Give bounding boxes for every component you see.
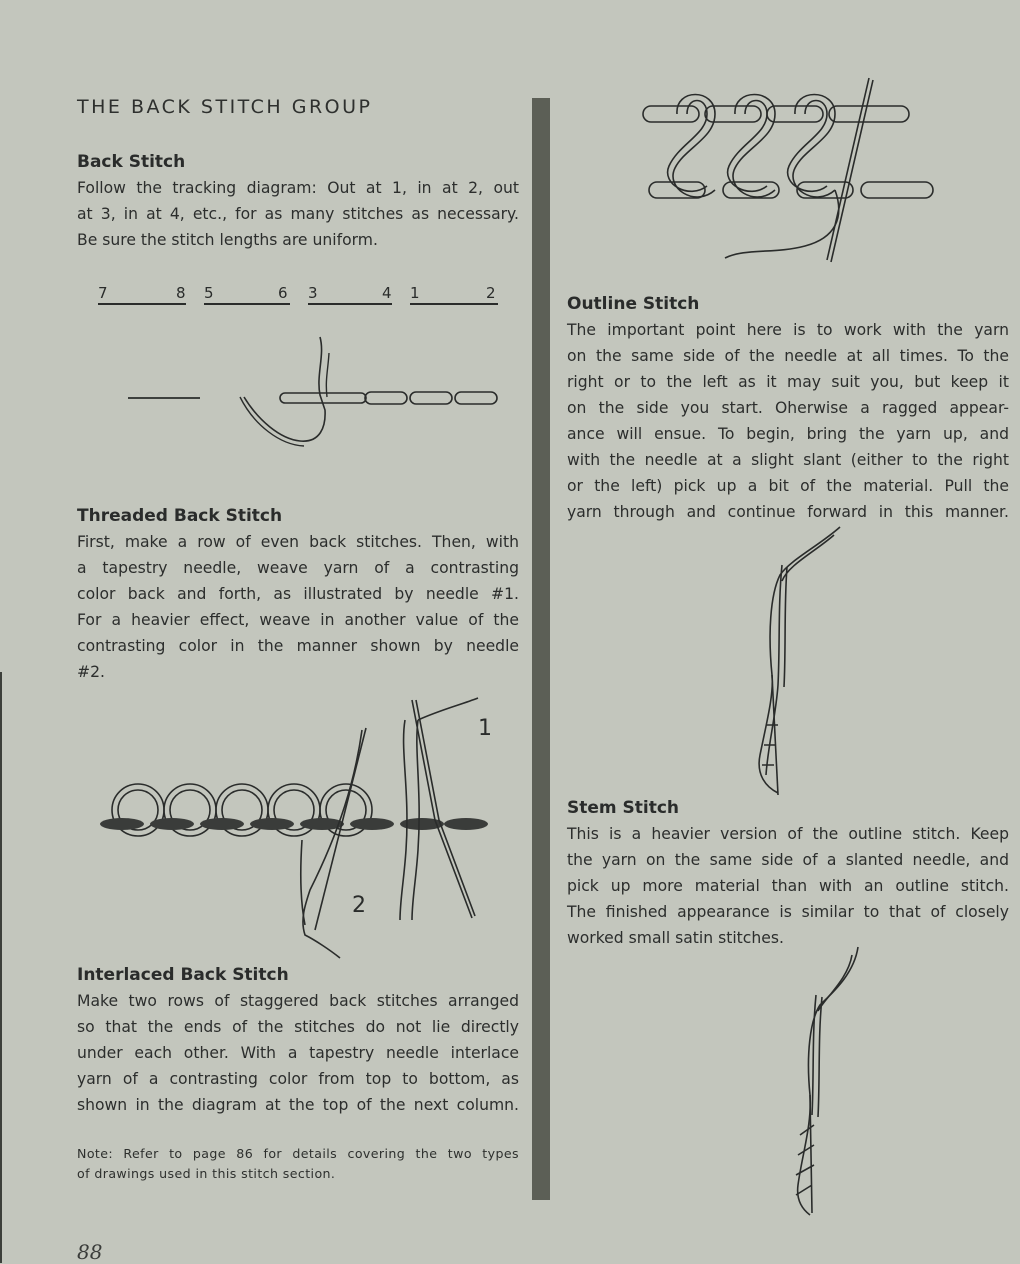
interlaced-back-stitch-text	[77, 988, 519, 1118]
text-line: Be sure the stitch lengths are uniform.	[77, 231, 378, 249]
threaded-back-stitch-heading: Threaded Back Stitch	[77, 506, 283, 526]
tracking-number: 4	[382, 284, 392, 302]
needle-label: 2	[352, 893, 366, 918]
text-line: pick up more material than with an outline stitch.	[567, 877, 1009, 895]
text-line: with the needle at a slight slant (either to the right	[567, 451, 1009, 469]
text-line: on the side you start. Oherwise a ragged appear-	[567, 399, 1009, 417]
text-line: on the same side of the needle at all times. To the	[567, 347, 1009, 365]
stem-stitch-section	[567, 795, 1009, 951]
text-line: so that the ends of the stitches do not lie directly	[77, 1018, 519, 1036]
needle-label: 1	[478, 716, 492, 741]
text-line: or the left) pick up a bit of the material. Pull the	[567, 477, 1009, 495]
text-line: at 3, in at 4, etc., for as many stitches as necessary.	[77, 205, 519, 223]
note-line: Note: Refer to page 86 for details covering the two types	[77, 1146, 519, 1161]
text-line: This is a heavier version of the outline stitch. Keep	[567, 825, 1009, 843]
back-stitch-section	[77, 149, 519, 253]
text-line: For a heavier effect, weave in another value of the	[77, 611, 519, 629]
note-line: of drawings used in this stitch section.	[77, 1166, 336, 1181]
threaded-back-stitch-text	[77, 529, 519, 685]
text-line: First, make a row of even back stitches. Then, with	[77, 533, 519, 551]
threaded-back-stitch-section	[77, 503, 519, 685]
interlaced-back-stitch-illustration	[635, 78, 945, 273]
stem-stitch-text	[567, 821, 1009, 951]
outline-stitch-section	[567, 291, 1009, 525]
outline-stitch-text	[567, 317, 1009, 525]
text-line: #2.	[77, 663, 105, 681]
tracking-number: 3	[308, 284, 318, 302]
section-title: THE BACK STITCH GROUP	[77, 96, 373, 118]
text-line: color back and forth, as illustrated by needle #1.	[77, 585, 519, 603]
tracking-number: 2	[486, 284, 496, 302]
text-line: a tapestry needle, weave yarn of a contrasting	[77, 559, 519, 577]
page-edge-shadow	[0, 672, 2, 1263]
text-line: right or to the left as it may suit you, but keep it	[567, 373, 1009, 391]
text-line: shown in the diagram at the top of the next column.	[77, 1096, 519, 1114]
back-stitch-tracking-diagram	[90, 280, 510, 320]
text-line: The finished appearance is similar to that of closely	[567, 903, 1009, 921]
tracking-number: 8	[176, 284, 186, 302]
stem-stitch-illustration	[770, 945, 870, 1220]
interlaced-back-stitch-heading: Interlaced Back Stitch	[77, 965, 289, 985]
text-line: ance will ensue. To begin, bring the yarn up, and	[567, 425, 1009, 443]
tracking-number: 7	[98, 284, 108, 302]
back-stitch-heading: Back Stitch	[77, 152, 186, 172]
column-divider	[532, 98, 550, 1200]
outline-stitch-heading: Outline Stitch	[567, 294, 700, 314]
text-line: Follow the tracking diagram: Out at 1, in at 2, out	[77, 179, 519, 197]
text-line: worked small satin stitches.	[567, 929, 784, 947]
back-stitch-illustration	[120, 335, 510, 455]
tracking-number: 5	[204, 284, 214, 302]
outline-stitch-illustration	[730, 525, 850, 800]
tracking-number: 1	[410, 284, 420, 302]
text-line: Make two rows of staggered back stitches arranged	[77, 992, 519, 1010]
threaded-back-stitch-illustration	[100, 690, 500, 960]
page-number: 88	[77, 1240, 103, 1264]
text-line: yarn of a contrasting color from top to bottom, as	[77, 1070, 519, 1088]
interlaced-back-stitch-section	[77, 962, 519, 1118]
text-line: yarn through and continue forward in this manner.	[567, 503, 1009, 521]
text-line: The important point here is to work with the yarn	[567, 321, 1009, 339]
back-stitch-text	[77, 175, 519, 253]
stem-stitch-heading: Stem Stitch	[567, 798, 680, 818]
text-line: the yarn on the same side of a slanted needle, and	[567, 851, 1009, 869]
page-note	[77, 1144, 519, 1184]
tracking-number: 6	[278, 284, 288, 302]
text-line: under each other. With a tapestry needle interlace	[77, 1044, 519, 1062]
text-line: contrasting color in the manner shown by needle	[77, 637, 519, 655]
